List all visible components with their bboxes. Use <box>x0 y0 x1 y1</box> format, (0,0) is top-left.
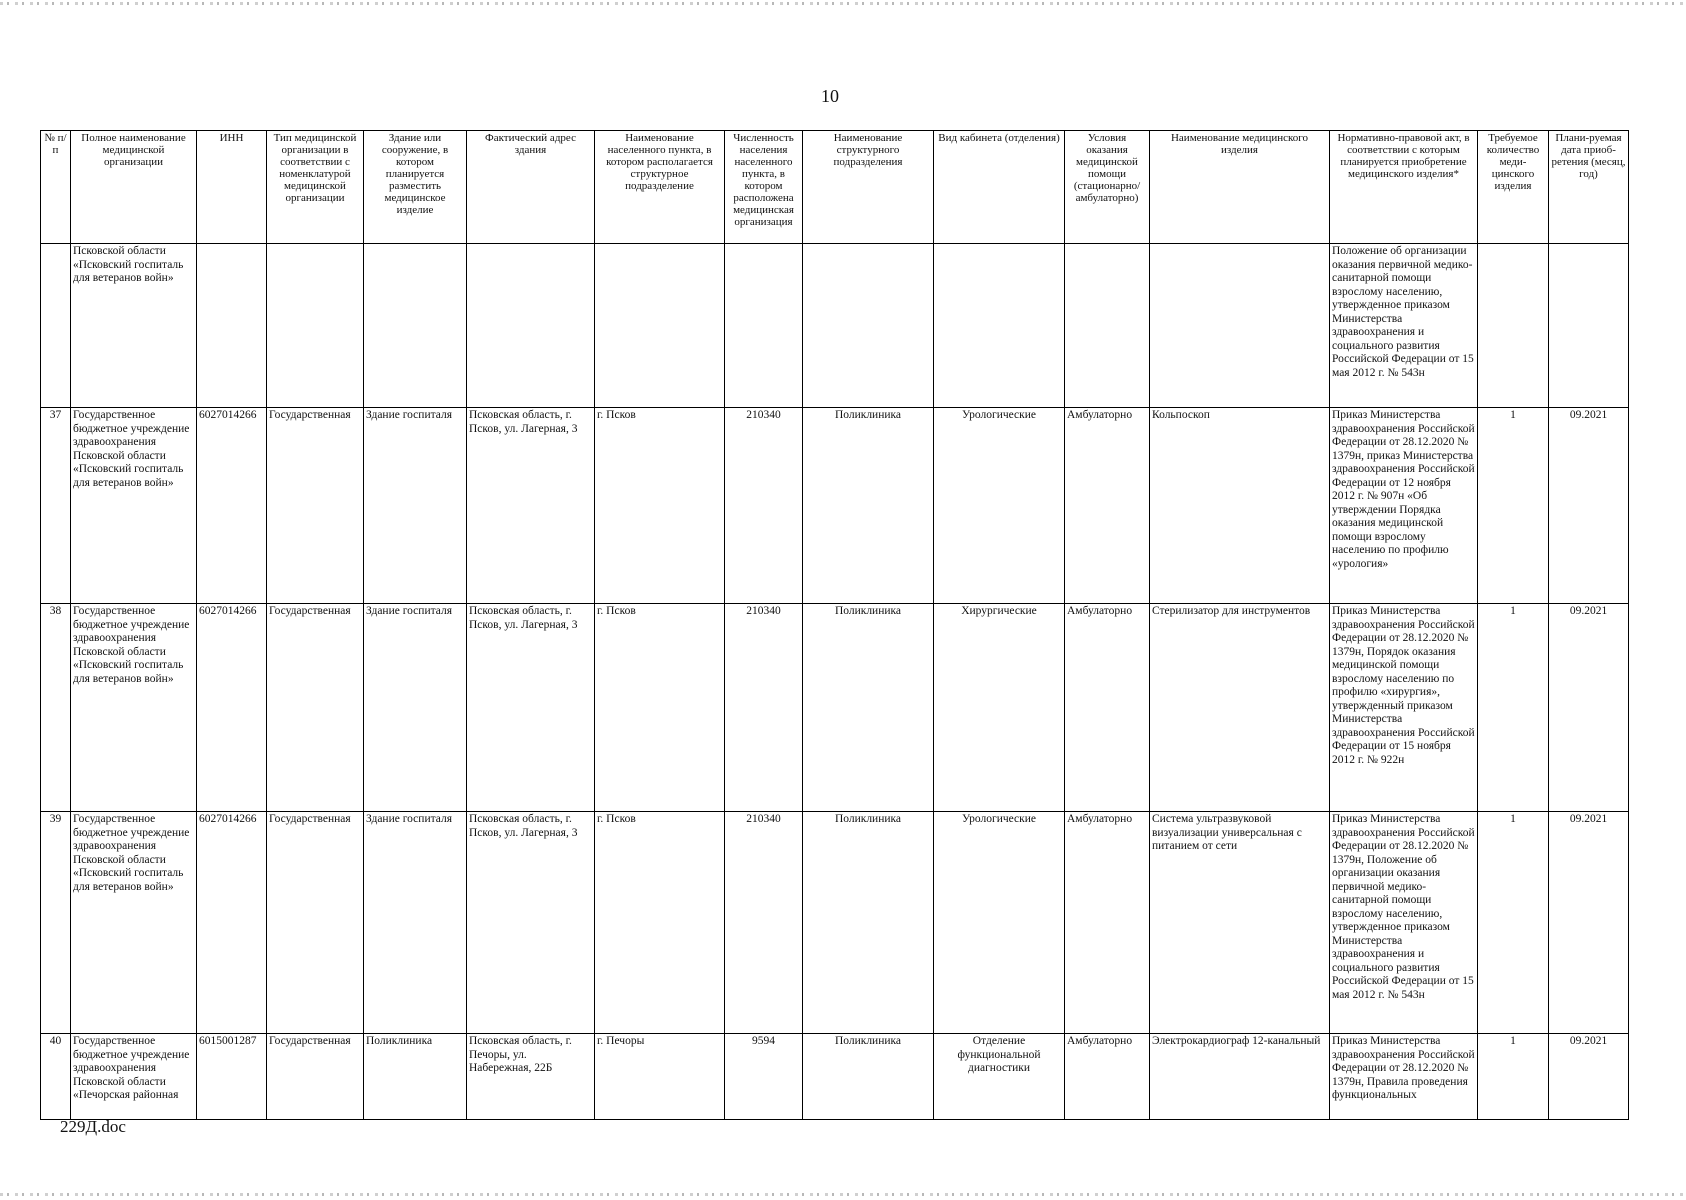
cell-quantity: 1 <box>1478 408 1549 604</box>
cell-population: 210340 <box>725 408 803 604</box>
cell-building: Здание госпиталя <box>364 604 467 812</box>
cell-num: 40 <box>41 1034 71 1120</box>
cell-subdivision: Поликлиника <box>803 1034 934 1120</box>
cell-date: 09.2021 <box>1549 812 1629 1034</box>
cell-settlement: г. Псков <box>595 408 725 604</box>
col-header-act: Нормативно-правовой акт, в соответствии с которым планируется приобретение медицинского изделия* <box>1330 131 1478 244</box>
col-header-org: Полное наименование медицинской организации <box>71 131 197 244</box>
table-body <box>41 244 1629 1120</box>
cell-settlement: г. Печоры <box>595 1034 725 1120</box>
table-row <box>41 604 1629 812</box>
cell-act: Приказ Министерства здравоохранения Российской Федерации от 28.12.2020 № 1379н, Порядок оказания медицинской помощи взрослому населению по профилю «хирургия», утвержденный приказом Министерства здравоохранения Российской Федерации от 15 ноября 2012 г. № 922н <box>1330 604 1478 812</box>
cell-device: Кольпоскоп <box>1150 408 1330 604</box>
col-header-address: Фактический адрес здания <box>467 131 595 244</box>
cell-type: Государственная <box>267 604 364 812</box>
cell-org: Государственное бюджетное учреждение здравоохранения Псковской области «Псковский госпиталь для ветеранов войн» <box>71 408 197 604</box>
cell-settlement: г. Псков <box>595 604 725 812</box>
scan-edge-bottom <box>0 1193 1686 1196</box>
cell-type: Государственная <box>267 1034 364 1120</box>
cell-building: Здание госпиталя <box>364 408 467 604</box>
cell-cabinet <box>934 244 1065 408</box>
cell-date: 09.2021 <box>1549 604 1629 812</box>
cell-inn <box>197 244 267 408</box>
cell-cabinet: Хирургические <box>934 604 1065 812</box>
col-header-settlement: Наименование населенного пункта, в котором располагается структурное подразделение <box>595 131 725 244</box>
cell-settlement <box>595 244 725 408</box>
cell-population <box>725 244 803 408</box>
document-filename: 229Д.doc <box>60 1117 126 1136</box>
cell-address: Псковская область, г. Псков, ул. Лагерная, 3 <box>467 812 595 1034</box>
cell-num: 39 <box>41 812 71 1034</box>
header-row <box>41 131 1629 244</box>
equipment-table <box>40 130 1629 1120</box>
col-header-device: Наименование медицинского изделия <box>1150 131 1330 244</box>
cell-subdivision: Поликлиника <box>803 812 934 1034</box>
cell-conditions: Амбулаторно <box>1065 812 1150 1034</box>
cell-org: Государственное бюджетное учреждение здравоохранения Псковской области «Псковский госпиталь для ветеранов войн» <box>71 604 197 812</box>
cell-population: 210340 <box>725 604 803 812</box>
cell-inn: 6027014266 <box>197 604 267 812</box>
cell-date <box>1549 244 1629 408</box>
cell-quantity: 1 <box>1478 604 1549 812</box>
cell-device: Электрокардиограф 12-канальный <box>1150 1034 1330 1120</box>
cell-num: 37 <box>41 408 71 604</box>
table-header <box>41 131 1629 244</box>
cell-population: 9594 <box>725 1034 803 1120</box>
cell-address <box>467 244 595 408</box>
cell-org: Псковской области «Псковский госпиталь для ветеранов войн» <box>71 244 197 408</box>
cell-cabinet: Отделение функциональной диагностики <box>934 1034 1065 1120</box>
cell-quantity: 1 <box>1478 812 1549 1034</box>
col-header-date: Плани-руемая дата приоб-ретения (месяц, год) <box>1549 131 1629 244</box>
page-number: 10 <box>821 86 839 106</box>
col-header-num: № п/п <box>41 131 71 244</box>
cell-date: 09.2021 <box>1549 1034 1629 1120</box>
cell-quantity <box>1478 244 1549 408</box>
cell-act: Приказ Министерства здравоохранения Российской Федерации от 28.12.2020 № 1379н, Положение об организации оказания первичной медико-санитарной помощи взрослому населению, утвержденное приказом Министерства здравоохранения и социального развития Российской Федерации от 15 мая 2012 г. № 543н <box>1330 812 1478 1034</box>
cell-population: 210340 <box>725 812 803 1034</box>
cell-building: Поликлиника <box>364 1034 467 1120</box>
col-header-subdivision: Наименование структурного подразделения <box>803 131 934 244</box>
cell-org: Государственное бюджетное учреждение здравоохранения Псковской области «Печорская районная <box>71 1034 197 1120</box>
cell-conditions: Амбулаторно <box>1065 408 1150 604</box>
cell-building: Здание госпиталя <box>364 812 467 1034</box>
cell-quantity: 1 <box>1478 1034 1549 1120</box>
cell-act: Положение об организации оказания первичной медико-санитарной помощи взрослому населению, утвержденное приказом Министерства здравоохранения и социального развития Российской Федерации от 15 мая 2012 г. № 543н <box>1330 244 1478 408</box>
cell-type: Государственная <box>267 408 364 604</box>
cell-conditions: Амбулаторно <box>1065 1034 1150 1120</box>
cell-num: 38 <box>41 604 71 812</box>
cell-subdivision: Поликлиника <box>803 604 934 812</box>
cell-cabinet: Урологические <box>934 408 1065 604</box>
cell-date: 09.2021 <box>1549 408 1629 604</box>
cell-type: Государственная <box>267 812 364 1034</box>
cell-type <box>267 244 364 408</box>
col-header-conditions: Условия оказания медицинской помощи (стационарно/ амбулаторно) <box>1065 131 1150 244</box>
cell-cabinet: Урологические <box>934 812 1065 1034</box>
cell-device: Система ультразвуковой визуализации универсальная с питанием от сети <box>1150 812 1330 1034</box>
cell-address: Псковская область, г. Псков, ул. Лагерная, 3 <box>467 408 595 604</box>
col-header-population: Численность населения населенного пункта, в котором расположена медицинская организация <box>725 131 803 244</box>
cell-conditions <box>1065 244 1150 408</box>
cell-address: Псковская область, г. Печоры, ул. Набережная, 22Б <box>467 1034 595 1120</box>
cell-inn: 6027014266 <box>197 812 267 1034</box>
cell-inn: 6015001287 <box>197 1034 267 1120</box>
col-header-type: Тип медицинской организации в соответствии с номенклатурой медицинской организации <box>267 131 364 244</box>
cell-num <box>41 244 71 408</box>
cell-settlement: г. Псков <box>595 812 725 1034</box>
cell-building <box>364 244 467 408</box>
col-header-building: Здание или сооружение, в котором планируется разместить медицинское изделие <box>364 131 467 244</box>
cell-address: Псковская область, г. Псков, ул. Лагерная, 3 <box>467 604 595 812</box>
col-header-inn: ИНН <box>197 131 267 244</box>
table-row <box>41 408 1629 604</box>
table-row <box>41 244 1629 408</box>
col-header-quantity: Требуемое количество меди-цинского изделия <box>1478 131 1549 244</box>
cell-act: Приказ Министерства здравоохранения Российской Федерации от 28.12.2020 № 1379н, приказ Министерства здравоохранения Российской Федерации от 12 ноября 2012 г. № 907н «Об утверждении Порядка оказания медицинской помощи взрослому населению по профилю «урология» <box>1330 408 1478 604</box>
col-header-cabinet: Вид кабинета (отделения) <box>934 131 1065 244</box>
scan-edge-top <box>0 2 1686 5</box>
cell-inn: 6027014266 <box>197 408 267 604</box>
cell-org: Государственное бюджетное учреждение здравоохранения Псковской области «Псковский госпиталь для ветеранов войн» <box>71 812 197 1034</box>
cell-subdivision <box>803 244 934 408</box>
cell-device: Стерилизатор для инструментов <box>1150 604 1330 812</box>
cell-device <box>1150 244 1330 408</box>
table-row <box>41 812 1629 1034</box>
cell-subdivision: Поликлиника <box>803 408 934 604</box>
table-row <box>41 1034 1629 1120</box>
cell-act: Приказ Министерства здравоохранения Российской Федерации от 28.12.2020 № 1379н, Правила проведения функциональных <box>1330 1034 1478 1120</box>
cell-conditions: Амбулаторно <box>1065 604 1150 812</box>
